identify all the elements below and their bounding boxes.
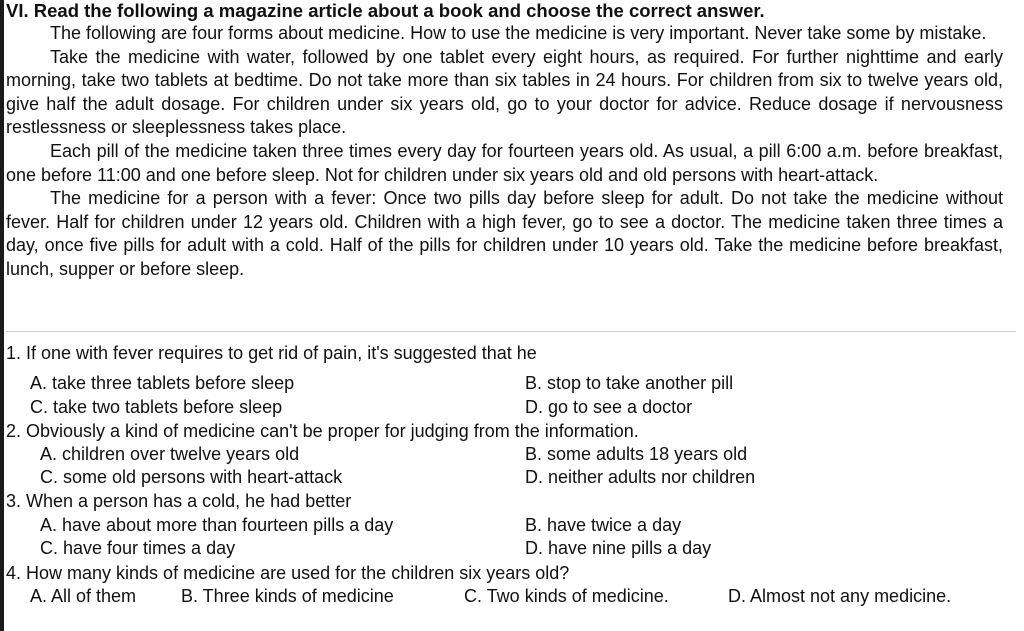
question-3-option-c[interactable]: C. have four times a day (40, 538, 236, 558)
passage-paragraph-intro: The following are four forms about medicine. How to use the medicine is very important. Never take some by mistake. (50, 23, 987, 43)
question-1-option-b[interactable]: B. stop to take another pill (525, 373, 734, 393)
question-1-stem: 1. If one with fever requires to get rid of pain, it's suggested that he (6, 343, 537, 363)
question-4-option-b[interactable]: B. Three kinds of medicine (181, 586, 394, 606)
reading-passage (6, 22, 1003, 282)
section-divider (6, 331, 1016, 332)
question-2-stem: 2. Obviously a kind of medicine can't be proper for judging from the information. (6, 421, 639, 441)
question-1-option-a[interactable]: A. take three tablets before sleep (30, 373, 295, 393)
question-3-option-a[interactable]: A. have about more than fourteen pills a day (40, 515, 394, 535)
question-4-option-d[interactable]: D. Almost not any medicine. (728, 586, 952, 606)
question-4-option-a[interactable]: A. All of them (30, 586, 137, 606)
question-2-option-d[interactable]: D. neither adults nor children (525, 467, 756, 487)
passage-paragraph-tablets: Take the medicine with water, followed by one tablet every eight hours, as required. For further nighttime and early morning, take two tablets at bedtime. Do not take more than six tables in 24 hours. For children from six to twelve years old, give half the adult dosage. For children under six years old, go to your doctor for advice. Reduce dosage if nervousness restlessness or sleeplessness takes place. (6, 46, 1003, 138)
question-4-stem: 4. How many kinds of medicine are used for the children six years old? (6, 563, 570, 583)
passage-paragraph-pills: Each pill of the medicine taken three times every day for fourteen years old. As usual, a pill 6:00 a.m. before breakfast, one before 11:00 and one before sleep. Not for children under six years old and old persons with heart-attack. (6, 140, 1003, 185)
question-3-option-d[interactable]: D. have nine pills a day (525, 538, 712, 558)
question-4-option-c[interactable]: C. Two kinds of medicine. (464, 586, 669, 606)
question-2-option-b[interactable]: B. some adults 18 years old (525, 444, 748, 464)
question-3-stem: 3. When a person has a cold, he had better (6, 491, 352, 511)
passage-paragraph-fever: The medicine for a person with a fever: Once two pills day before sleep for adult. Do not take the medicine without fever. Half for children under 12 years old. Children with a high fever, go to see a doctor. The medicine taken three times a day, once five pills for adult with a cold. Half of the pills for children under 10 years old. Take the medicine before breakfast, lunch, supper or before sleep. (6, 188, 1003, 279)
question-1-option-c[interactable]: C. take two tablets before sleep (30, 397, 283, 417)
left-margin-bar (0, 0, 4, 631)
section-heading: VI. Read the following a magazine article about a book and choose the correct answer. (6, 0, 765, 21)
question-3-option-b[interactable]: B. have twice a day (525, 515, 682, 535)
question-2-option-c[interactable]: C. some old persons with heart-attack (40, 467, 343, 487)
question-1-option-d[interactable]: D. go to see a doctor (525, 397, 693, 417)
question-2-option-a[interactable]: A. children over twelve years old (40, 444, 300, 464)
